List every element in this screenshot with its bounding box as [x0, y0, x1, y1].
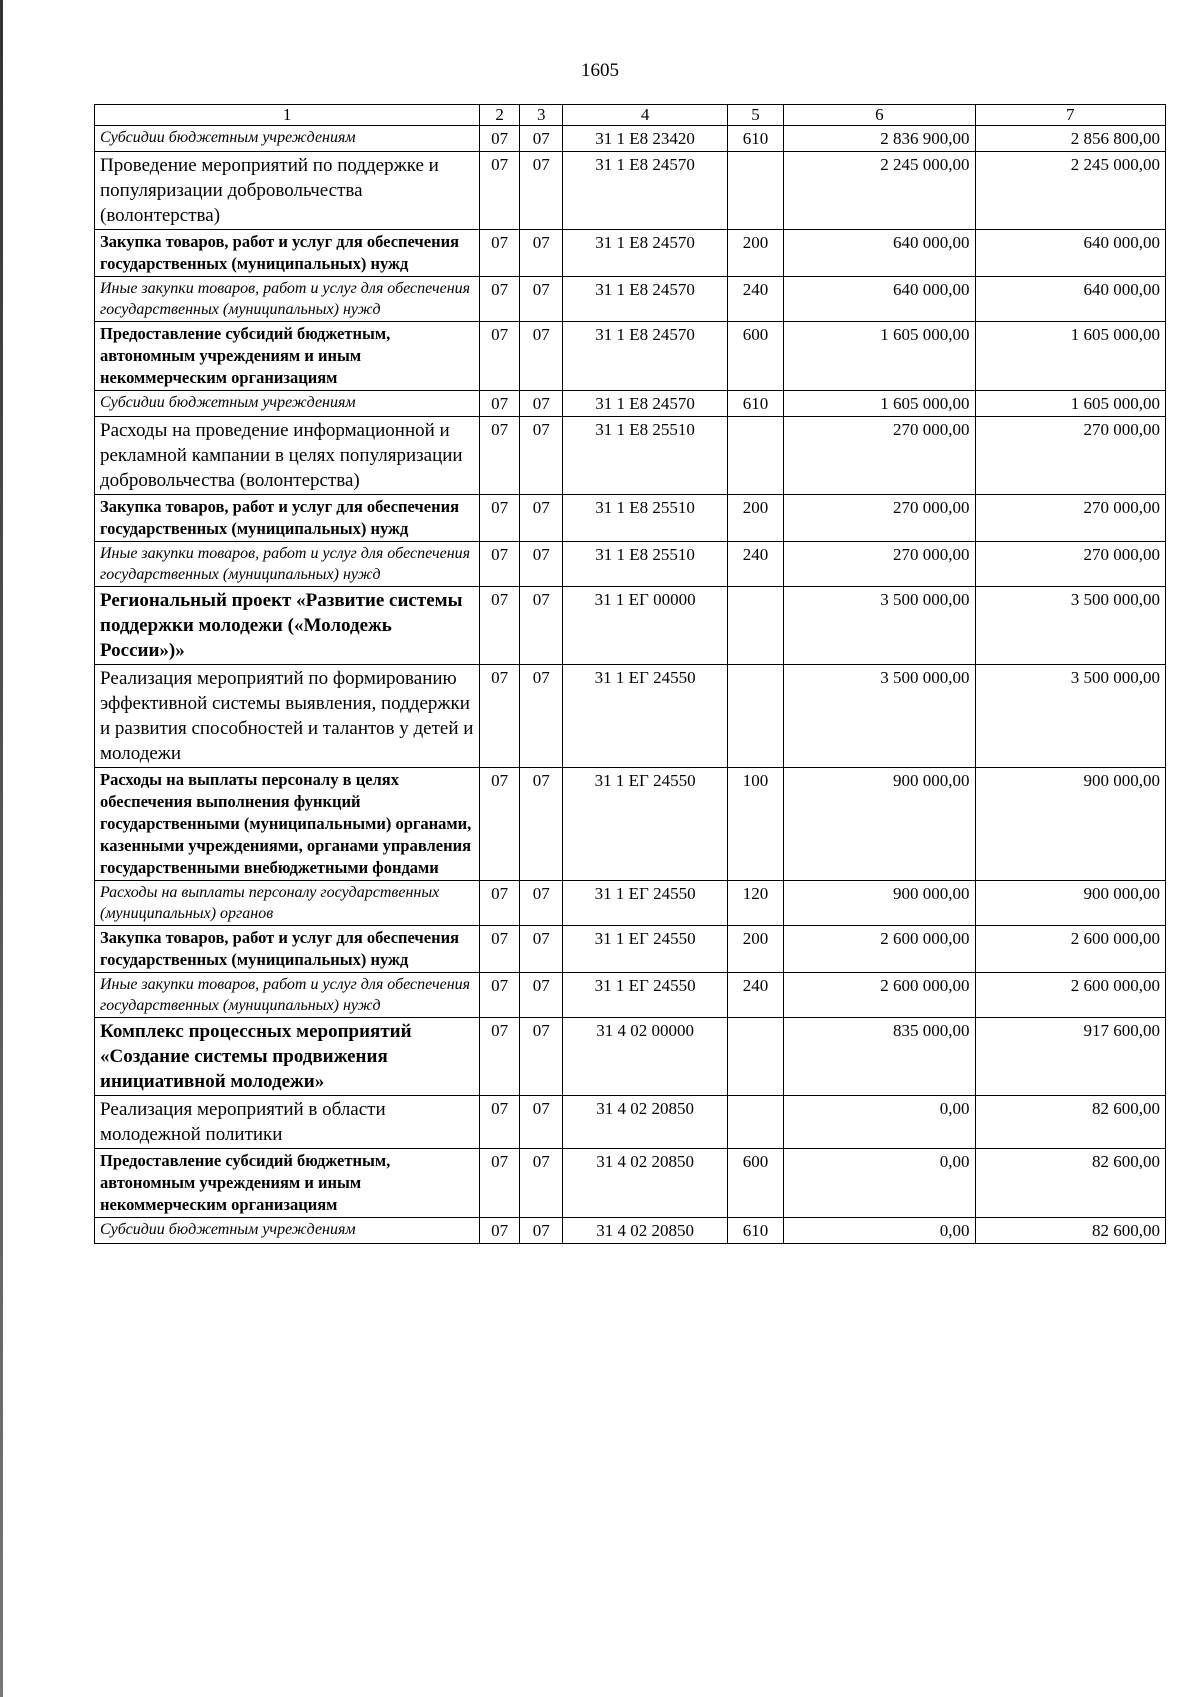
expense-type-cell: 200: [727, 926, 783, 973]
header-cell: 6: [784, 105, 975, 126]
section-code-cell: 07: [480, 1149, 520, 1218]
expense-name-cell: Закупка товаров, работ и услуг для обеспечения государственных (муниципальных) нужд: [95, 926, 480, 973]
header-cell: 4: [563, 105, 727, 126]
expense-type-cell: 240: [727, 973, 783, 1018]
expense-type-cell: [727, 587, 783, 665]
amount-year2-cell: 900 000,00: [975, 881, 1165, 926]
table-row: [95, 881, 1166, 926]
target-article-cell: 31 1 E8 25510: [563, 417, 727, 495]
amount-year1-cell: 1 605 000,00: [784, 322, 975, 391]
amount-year2-cell: 3 500 000,00: [975, 665, 1165, 768]
table-row: [95, 973, 1166, 1018]
table-row: [95, 665, 1166, 768]
amount-year2-cell: 640 000,00: [975, 277, 1165, 322]
table-row: [95, 230, 1166, 277]
expense-type-cell: [727, 1018, 783, 1096]
amount-year2-cell: 82 600,00: [975, 1096, 1165, 1149]
amount-year1-cell: 900 000,00: [784, 768, 975, 881]
section-code-cell: 07: [480, 391, 520, 417]
expense-type-cell: 200: [727, 495, 783, 542]
amount-year1-cell: 2 600 000,00: [784, 973, 975, 1018]
subsection-code-cell: 07: [520, 1096, 563, 1149]
expense-type-cell: [727, 417, 783, 495]
amount-year1-cell: 0,00: [784, 1096, 975, 1149]
expense-name-cell: Закупка товаров, работ и услуг для обеспечения государственных (муниципальных) нужд: [95, 230, 480, 277]
expense-name-cell: Субсидии бюджетным учреждениям: [95, 1218, 480, 1244]
table-row: [95, 926, 1166, 973]
amount-year1-cell: 2 600 000,00: [784, 926, 975, 973]
table-row: [95, 1218, 1166, 1244]
subsection-code-cell: 07: [520, 1149, 563, 1218]
target-article-cell: 31 4 02 20850: [563, 1218, 727, 1244]
table-row: [95, 152, 1166, 230]
table-row: [95, 277, 1166, 322]
section-code-cell: 07: [480, 1018, 520, 1096]
section-code-cell: 07: [480, 1218, 520, 1244]
amount-year1-cell: 2 836 900,00: [784, 126, 975, 152]
expense-name-cell: Предоставление субсидий бюджетным, автономным учреждениям и иным некоммерческим организациям: [95, 1149, 480, 1218]
subsection-code-cell: 07: [520, 495, 563, 542]
amount-year2-cell: 1 605 000,00: [975, 391, 1165, 417]
amount-year2-cell: 2 600 000,00: [975, 926, 1165, 973]
subsection-code-cell: 07: [520, 1218, 563, 1244]
target-article-cell: 31 1 ЕГ 00000: [563, 587, 727, 665]
amount-year1-cell: 1 605 000,00: [784, 391, 975, 417]
section-code-cell: 07: [480, 973, 520, 1018]
amount-year2-cell: 82 600,00: [975, 1218, 1165, 1244]
amount-year1-cell: 640 000,00: [784, 277, 975, 322]
amount-year2-cell: 270 000,00: [975, 495, 1165, 542]
expense-type-cell: 600: [727, 1149, 783, 1218]
expense-name-cell: Реализация мероприятий по формированию эффективной системы выявления, поддержки и развития способностей и талантов у детей и молодежи: [95, 665, 480, 768]
section-code-cell: 07: [480, 322, 520, 391]
expense-name-cell: Иные закупки товаров, работ и услуг для обеспечения государственных (муниципальных) нужд: [95, 542, 480, 587]
subsection-code-cell: 07: [520, 1018, 563, 1096]
scan-edge: [0, 0, 3, 1697]
section-code-cell: 07: [480, 152, 520, 230]
amount-year1-cell: 835 000,00: [784, 1018, 975, 1096]
expense-type-cell: 610: [727, 126, 783, 152]
expense-type-cell: 120: [727, 881, 783, 926]
amount-year2-cell: 270 000,00: [975, 417, 1165, 495]
section-code-cell: 07: [480, 926, 520, 973]
header-cell: 2: [480, 105, 520, 126]
table-row: [95, 417, 1166, 495]
amount-year1-cell: 270 000,00: [784, 495, 975, 542]
table-row: [95, 495, 1166, 542]
target-article-cell: 31 1 E8 25510: [563, 495, 727, 542]
table-row: [95, 768, 1166, 881]
target-article-cell: 31 1 E8 24570: [563, 152, 727, 230]
amount-year2-cell: 82 600,00: [975, 1149, 1165, 1218]
target-article-cell: 31 4 02 20850: [563, 1149, 727, 1218]
target-article-cell: 31 1 ЕГ 24550: [563, 926, 727, 973]
subsection-code-cell: 07: [520, 665, 563, 768]
subsection-code-cell: 07: [520, 881, 563, 926]
subsection-code-cell: 07: [520, 542, 563, 587]
expense-name-cell: Иные закупки товаров, работ и услуг для обеспечения государственных (муниципальных) нужд: [95, 277, 480, 322]
target-article-cell: 31 1 E8 24570: [563, 391, 727, 417]
target-article-cell: 31 4 02 20850: [563, 1096, 727, 1149]
expense-type-cell: 600: [727, 322, 783, 391]
amount-year2-cell: 2 600 000,00: [975, 973, 1165, 1018]
expense-name-cell: Расходы на выплаты персоналу государственных (муниципальных) органов: [95, 881, 480, 926]
subsection-code-cell: 07: [520, 391, 563, 417]
expense-type-cell: 610: [727, 391, 783, 417]
expense-name-cell: Иные закупки товаров, работ и услуг для обеспечения государственных (муниципальных) нужд: [95, 973, 480, 1018]
expense-type-cell: 610: [727, 1218, 783, 1244]
subsection-code-cell: 07: [520, 587, 563, 665]
expense-type-cell: 240: [727, 277, 783, 322]
target-article-cell: 31 1 ЕГ 24550: [563, 973, 727, 1018]
expense-type-cell: [727, 152, 783, 230]
expense-name-cell: Закупка товаров, работ и услуг для обеспечения государственных (муниципальных) нужд: [95, 495, 480, 542]
subsection-code-cell: 07: [520, 277, 563, 322]
expense-type-cell: 200: [727, 230, 783, 277]
expense-name-cell: Предоставление субсидий бюджетным, автономным учреждениям и иным некоммерческим организациям: [95, 322, 480, 391]
expense-type-cell: 100: [727, 768, 783, 881]
subsection-code-cell: 07: [520, 973, 563, 1018]
expense-type-cell: [727, 1096, 783, 1149]
table-header-row: [95, 105, 1166, 126]
expense-name-cell: Субсидии бюджетным учреждениям: [95, 391, 480, 417]
table-row: [95, 1096, 1166, 1149]
subsection-code-cell: 07: [520, 322, 563, 391]
expense-name-cell: Региональный проект «Развитие системы поддержки молодежи («Молодежь России»)»: [95, 587, 480, 665]
expense-name-cell: Субсидии бюджетным учреждениям: [95, 126, 480, 152]
amount-year2-cell: 900 000,00: [975, 768, 1165, 881]
target-article-cell: 31 1 E8 23420: [563, 126, 727, 152]
table-row: [95, 391, 1166, 417]
amount-year2-cell: 3 500 000,00: [975, 587, 1165, 665]
section-code-cell: 07: [480, 587, 520, 665]
header-cell: 3: [520, 105, 563, 126]
amount-year1-cell: 3 500 000,00: [784, 665, 975, 768]
target-article-cell: 31 1 E8 24570: [563, 277, 727, 322]
table-row: [95, 126, 1166, 152]
table-row: [95, 587, 1166, 665]
target-article-cell: 31 1 E8 24570: [563, 322, 727, 391]
subsection-code-cell: 07: [520, 152, 563, 230]
target-article-cell: 31 1 ЕГ 24550: [563, 881, 727, 926]
amount-year2-cell: 270 000,00: [975, 542, 1165, 587]
amount-year1-cell: 270 000,00: [784, 542, 975, 587]
header-cell: 1: [95, 105, 480, 126]
expense-name-cell: Проведение мероприятий по поддержке и популяризации добровольчества (волонтерства): [95, 152, 480, 230]
target-article-cell: 31 1 E8 25510: [563, 542, 727, 587]
subsection-code-cell: 07: [520, 126, 563, 152]
amount-year1-cell: 3 500 000,00: [784, 587, 975, 665]
amount-year1-cell: 640 000,00: [784, 230, 975, 277]
section-code-cell: 07: [480, 768, 520, 881]
table-row: [95, 322, 1166, 391]
amount-year1-cell: 0,00: [784, 1149, 975, 1218]
amount-year2-cell: 640 000,00: [975, 230, 1165, 277]
table-row: [95, 1018, 1166, 1096]
section-code-cell: 07: [480, 230, 520, 277]
amount-year2-cell: 2 245 000,00: [975, 152, 1165, 230]
section-code-cell: 07: [480, 665, 520, 768]
expense-type-cell: 240: [727, 542, 783, 587]
amount-year1-cell: 2 245 000,00: [784, 152, 975, 230]
amount-year2-cell: 917 600,00: [975, 1018, 1165, 1096]
expense-name-cell: Расходы на проведение информационной и рекламной кампании в целях популяризации добровольчества (волонтерства): [95, 417, 480, 495]
target-article-cell: 31 1 ЕГ 24550: [563, 665, 727, 768]
target-article-cell: 31 1 E8 24570: [563, 230, 727, 277]
header-cell: 7: [975, 105, 1165, 126]
amount-year2-cell: 2 856 800,00: [975, 126, 1165, 152]
section-code-cell: 07: [480, 126, 520, 152]
section-code-cell: 07: [480, 881, 520, 926]
subsection-code-cell: 07: [520, 230, 563, 277]
section-code-cell: 07: [480, 1096, 520, 1149]
table-row: [95, 1149, 1166, 1218]
expense-name-cell: Реализация мероприятий в области молодежной политики: [95, 1096, 480, 1149]
amount-year1-cell: 900 000,00: [784, 881, 975, 926]
section-code-cell: 07: [480, 417, 520, 495]
expense-type-cell: [727, 665, 783, 768]
subsection-code-cell: 07: [520, 417, 563, 495]
table-row: [95, 542, 1166, 587]
page-number: 1605: [581, 60, 619, 81]
header-cell: 5: [727, 105, 783, 126]
section-code-cell: 07: [480, 542, 520, 587]
expense-name-cell: Расходы на выплаты персоналу в целях обеспечения выполнения функций государственными (муниципальными) органами, казенными учреждениями, органами управления государственными внебюджетными фондами: [95, 768, 480, 881]
subsection-code-cell: 07: [520, 768, 563, 881]
budget-table: [94, 104, 1166, 1244]
section-code-cell: 07: [480, 277, 520, 322]
amount-year1-cell: 0,00: [784, 1218, 975, 1244]
target-article-cell: 31 4 02 00000: [563, 1018, 727, 1096]
expense-name-cell: Комплекс процессных мероприятий «Создание системы продвижения инициативной молодежи»: [95, 1018, 480, 1096]
amount-year1-cell: 270 000,00: [784, 417, 975, 495]
amount-year2-cell: 1 605 000,00: [975, 322, 1165, 391]
subsection-code-cell: 07: [520, 926, 563, 973]
section-code-cell: 07: [480, 495, 520, 542]
target-article-cell: 31 1 ЕГ 24550: [563, 768, 727, 881]
